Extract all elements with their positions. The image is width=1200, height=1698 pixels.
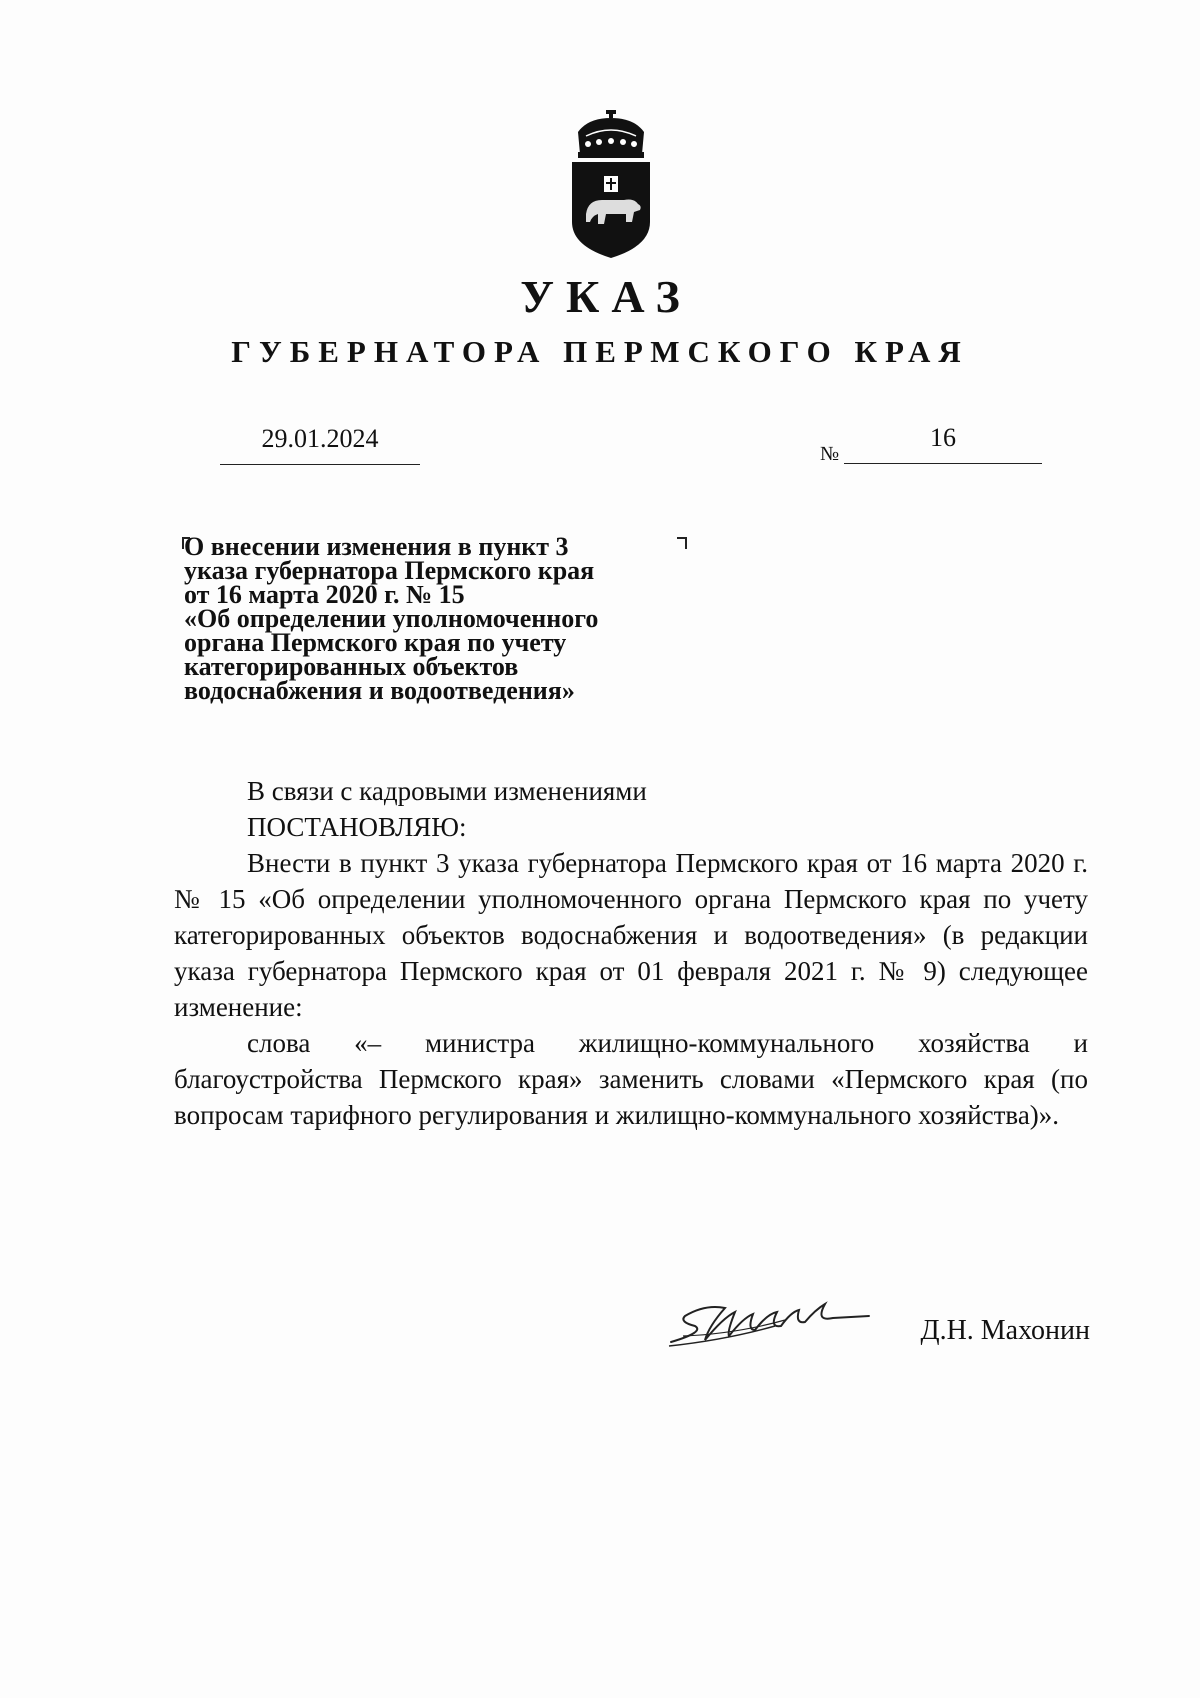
subject-line: органа Пермского края по учету <box>184 628 567 657</box>
document-title: УКАЗ <box>520 271 692 322</box>
signer-name: Д.Н. Махонин <box>920 1315 1090 1346</box>
decree-word: ПОСТАНОВЛЯЮ: <box>247 812 467 842</box>
issuer-title: ГУБЕРНАТОРА ПЕРМСКОГО КРАЯ <box>231 334 969 369</box>
date-field <box>220 424 420 465</box>
number-field <box>820 424 1042 464</box>
subject-line: от 16 марта 2020 г. № 15 <box>184 580 465 609</box>
subject-line: О внесении изменения в пункт 3 <box>184 532 569 561</box>
paragraph-amendment: Внести в пункт 3 указа губернатора Пермского края от 16 марта 2020 г. № 15 «Об определении уполномоченного органа Пермского края по учету категорированных объектов водоснабжения и водоотведения» (в редакции указа губернатора Пермского края от 01 февраля 2021 г. № 9) следующее изменение: <box>174 848 1088 1022</box>
number-sign: № <box>820 443 840 465</box>
decree-body <box>174 773 1088 1133</box>
subject-line: «Об определении уполномоченного <box>184 604 599 633</box>
number-line <box>844 423 1042 464</box>
subject-line: указа губернатора Пермского края <box>184 556 595 585</box>
subject-line: категорированных объектов <box>184 652 519 681</box>
decree-date: 29.01.2024 <box>261 424 379 453</box>
subject-line: водоснабжения и водоотведения» <box>184 676 575 705</box>
decree-subject <box>184 532 684 705</box>
coat-of-arms-icon <box>566 110 656 260</box>
decree-number: 16 <box>930 423 956 452</box>
preamble: В связи с кадровыми изменениями <box>247 776 647 806</box>
paragraph-replacement: слова «– министра жилищно-коммунального хозяйства и благоустройства Пермского края» заменить словами «Пермского края (по вопросам тарифного регулирования и жилищно-коммунального хозяйства)». <box>174 1028 1088 1130</box>
signature-icon <box>665 1296 875 1352</box>
